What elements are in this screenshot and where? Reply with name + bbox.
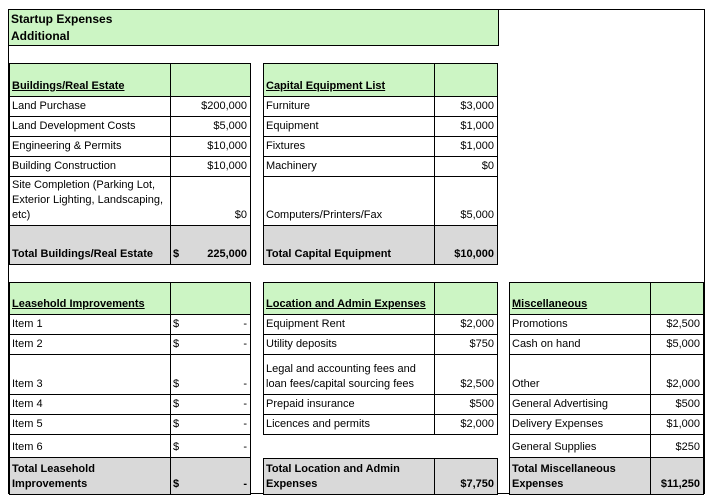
total-label: Total Location and Admin Expenses <box>263 459 434 494</box>
buildings-total-row: Total Buildings/Real Estate $ 225,000 <box>9 226 251 265</box>
misc-header-row <box>509 282 704 315</box>
table-row: Delivery Expenses $1,000 <box>509 415 704 435</box>
buildings-table <box>9 63 251 265</box>
table-row: Furniture $3,000 <box>263 97 498 117</box>
table-row: Land Development Costs $5,000 <box>9 117 251 137</box>
misc-total-row: Total Miscellaneous Expenses $11,250 <box>509 458 704 495</box>
table-row: Utility deposits $750 <box>263 335 498 355</box>
table-row: Item 3 $ - <box>9 355 251 395</box>
table-row: Site Completion (Parking Lot, Exterior Lighting, Landscaping, etc) $0 <box>9 177 251 226</box>
location-header: Location and Admin Expenses <box>263 283 434 314</box>
table-row: Equipment Rent $2,000 <box>263 315 498 335</box>
table-row: Legal and accounting fees and loan fees/capital sourcing fees $2,500 <box>263 355 498 395</box>
table-row: Equipment $1,000 <box>263 117 498 137</box>
table-row: Other $2,000 <box>509 355 704 395</box>
table-row: Prepaid insurance $500 <box>263 395 498 415</box>
table-row: Licences and permits $2,000 <box>263 415 498 435</box>
table-row: Fixtures $1,000 <box>263 137 498 157</box>
title-line-2: Additional <box>11 29 70 43</box>
capital-table <box>263 63 498 265</box>
total-label: Total Buildings/Real Estate <box>9 226 170 264</box>
page-title <box>9 10 499 46</box>
table-row: Item 1 $ - <box>9 315 251 335</box>
leasehold-total-row: Total Leasehold Improvements $ - <box>9 458 251 495</box>
misc-table <box>509 282 704 495</box>
leasehold-header-row <box>9 282 251 315</box>
leasehold-table <box>9 282 251 495</box>
table-row: Item 4 $ - <box>9 395 251 415</box>
table-row: Engineering & Permits $10,000 <box>9 137 251 157</box>
table-row: Land Purchase $200,000 <box>9 97 251 117</box>
table-row: Item 2 $ - <box>9 335 251 355</box>
table-row: Building Construction $10,000 <box>9 157 251 177</box>
capital-total-row: Total Capital Equipment $10,000 <box>263 226 498 265</box>
total-label: Total Leasehold Improvements <box>9 458 170 494</box>
table-row: Computers/Printers/Fax $5,000 <box>263 177 498 226</box>
table-row: General Supplies $250 <box>509 435 704 458</box>
title-line-1: Startup Expenses <box>11 12 113 26</box>
capital-header-row <box>263 63 498 97</box>
total-label: Total Miscellaneous Expenses <box>509 458 650 494</box>
total-label: Total Capital Equipment <box>263 226 434 264</box>
buildings-header-row <box>9 63 251 97</box>
location-table <box>263 282 498 495</box>
misc-header: Miscellaneous <box>509 283 650 314</box>
table-row: Item 6 $ - <box>9 435 251 458</box>
buildings-header: Buildings/Real Estate <box>9 64 170 96</box>
table-row: Cash on hand $5,000 <box>509 335 704 355</box>
location-header-row <box>263 282 498 315</box>
leasehold-header: Leasehold Improvements <box>9 283 170 314</box>
table-row: General Advertising $500 <box>509 395 704 415</box>
table-row: Promotions $2,500 <box>509 315 704 335</box>
spacer-row <box>263 435 498 458</box>
table-row: Machinery $0 <box>263 157 498 177</box>
capital-header: Capital Equipment List <box>263 64 434 96</box>
location-total-row: Total Location and Admin Expenses $7,750 <box>263 458 498 495</box>
table-row: Item 5 $ - <box>9 415 251 435</box>
